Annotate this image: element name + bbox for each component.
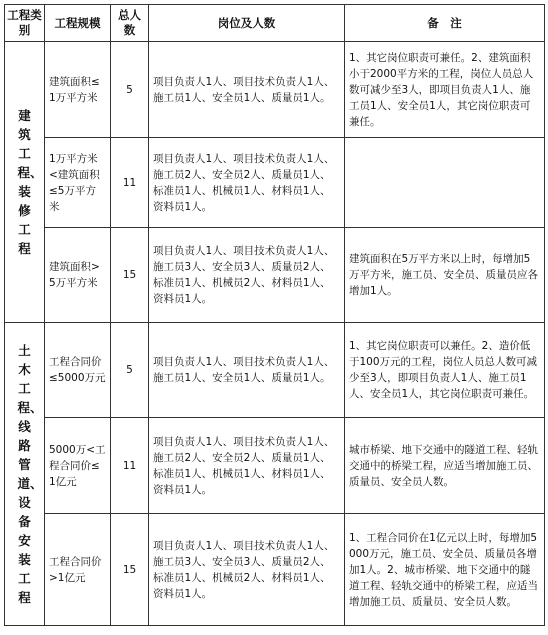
count-cell: 15 (111, 514, 149, 626)
positions-cell: 项目负责人1人、项目技术负责人1人、施工员3人、安全员3人、质量员2人、标准员1人、机械员2人、材料员1人、资料员1人。 (149, 514, 345, 626)
count-cell: 5 (111, 323, 149, 418)
remarks-cell: 1、工程合同价在1亿元以上时，每增加5000万元，施工员、安全员、质量员各增加1人。2、城市桥梁、地下交通中的隧道工程、轻轨交通中的桥梁工程，应适当增加施工员、质量员、安全员人数。 (345, 514, 545, 626)
positions-cell: 项目负责人1人、项目技术负责人1人、施工员2人、安全员2人、质量员1人、标准员1人、机械员1人、材料员1人、资料员1人。 (149, 138, 345, 228)
header-category: 工程类别 (5, 5, 45, 42)
staffing-table (4, 4, 545, 626)
scale-cell: 建筑面积>5万平方米 (45, 228, 111, 323)
table-row (5, 42, 545, 138)
header-count: 总人数 (111, 5, 149, 42)
table-row (5, 228, 545, 323)
count-cell: 11 (111, 418, 149, 514)
header-remarks: 备 注 (345, 5, 545, 42)
category-cell-civil (5, 323, 45, 626)
table-row (5, 138, 545, 228)
header-scale: 工程规模 (45, 5, 111, 42)
count-cell: 15 (111, 228, 149, 323)
scale-cell: 建筑面积≤1万平方米 (45, 42, 111, 138)
category-cell-building (5, 42, 45, 323)
scale-cell: 5000万<工程合同价≤1亿元 (45, 418, 111, 514)
category-label: 建筑工程、装修工程 (17, 108, 43, 256)
remarks-cell: 建筑面积在5万平方米以上时，每增加5万平方米，施工员、安全员、质量员应各增加1人。 (345, 228, 545, 323)
scale-cell: 1万平方米<建筑面积≤5万平方米 (45, 138, 111, 228)
positions-cell: 项目负责人1人、项目技术负责人1人、施工员1人、安全员1人、质量员1人。 (149, 323, 345, 418)
table-row (5, 323, 545, 418)
remarks-cell: 城市桥梁、地下交通中的隧道工程、轻轨交通中的桥梁工程，应适当增加施工员、质量员、安全员人数。 (345, 418, 545, 514)
category-label: 土木工程、线路管道、设备安装工程 (17, 343, 43, 605)
table-header-row (5, 5, 545, 42)
scale-cell: 工程合同价≤5000万元 (45, 323, 111, 418)
table-row (5, 514, 545, 626)
remarks-cell: 1、其它岗位职责可以兼任。2、造价低于100万元的工程，岗位人员总人数可减少至3人，即项目负责人1人、施工员1人、安全员1人，其它岗位职责可兼任。 (345, 323, 545, 418)
count-cell: 5 (111, 42, 149, 138)
remarks-cell (345, 138, 545, 228)
scale-cell: 工程合同价>1亿元 (45, 514, 111, 626)
table-row (5, 418, 545, 514)
positions-cell: 项目负责人1人、项目技术负责人1人、施工员1人、安全员1人、质量员1人。 (149, 42, 345, 138)
positions-cell: 项目负责人1人、项目技术负责人1人、施工员3人、安全员3人、质量员2人、标准员1人、机械员2人、材料员1人、资料员1人。 (149, 228, 345, 323)
document-page (4, 4, 545, 626)
count-cell: 11 (111, 138, 149, 228)
positions-cell: 项目负责人1人、项目技术负责人1人、施工员2人、安全员2人、质量员1人、标准员1人、机械员1人、材料员1人、资料员1人。 (149, 418, 345, 514)
remarks-cell: 1、其它岗位职责可兼任。2、建筑面积小于2000平方米的工程，岗位人员总人数可减少至3人，即项目负责人1人、施工员1人、安全员1人，其它岗位职责可兼任。 (345, 42, 545, 138)
header-positions: 岗位及人数 (149, 5, 345, 42)
